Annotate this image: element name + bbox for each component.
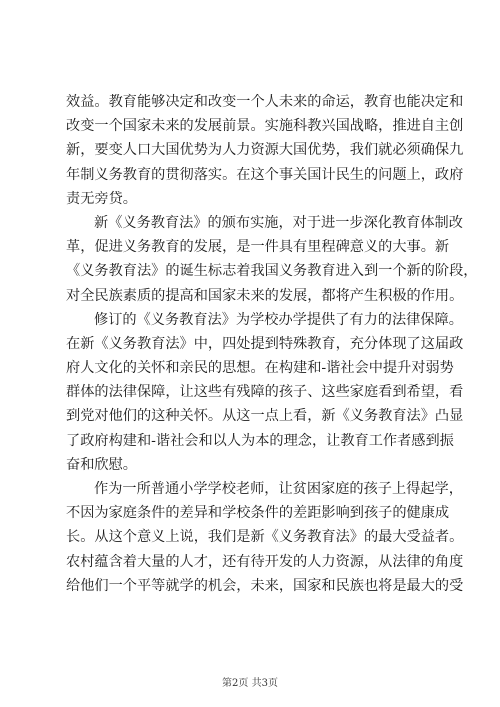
paragraph-3-line: 奋和欣慰。 [66, 456, 137, 473]
paragraph-3-line: 了政府构建和-谐社会和以人为本的理念，让教育工作者感到振 [66, 432, 454, 449]
paragraph-4-line: 农村蕴含着大量的人才，还有待开发的人力资源，从法律的角度 [66, 553, 464, 570]
paragraph-4-line: 作为一所普通小学学校老师，让贫困家庭的孩子上得起学， [94, 481, 463, 497]
paragraph-3-line: 修订的《义务教育法》为学校办学提供了有力的法律保障。 [94, 311, 463, 328]
paragraph-2-line: 《义务教育法》的诞生标志着我国义务教育进入到一个新的阶段， [66, 263, 478, 280]
paragraph-2-line: 对全民族素质的提高和国家未来的发展，都将产生积极的作用。 [66, 287, 464, 304]
paragraph-4-line: 不因为家庭条件的差异和学校条件的差距影响到孩子的健康成 [66, 505, 450, 522]
paragraph-1-line: 效益。教育能够决定和改变一个人未来的命运，教育也能决定和 [66, 94, 464, 110]
paragraph-4-line: 给他们一个平等就学的机会，未来，国家和民族也将是最大的受 [66, 577, 464, 594]
paragraph-3-line: 群体的法律保障，让这些有残障的孩子、这些家庭看到希望，看 [66, 384, 464, 401]
document-body [66, 90, 478, 598]
paragraph-2-line: 革，促进义务教育的发展，是一件具有里程碑意义的大事。新 [66, 239, 450, 256]
paragraph-1-line: 责无旁贷。 [66, 190, 137, 207]
paragraph-1-line: 改变一个国家未来的发展前景。实施科教兴国战略，推进自主创 [66, 118, 464, 135]
paragraph-3-line: 府人文化的关怀和亲民的思想。在构建和-谐社会中提升对弱势 [66, 360, 454, 377]
paragraph-1-line: 年制义务教育的贯彻落实。在这个事关国计民生的问题上，政府 [66, 166, 464, 183]
paragraph-1-line: 新，要变人口大国优势为人力资源大国优势，我们就必须确保九 [66, 142, 464, 159]
page-footer: 第2页 共3页 [222, 678, 278, 689]
paragraph-3-line: 在新《义务教育法》中，四处提到特殊教育，充分体现了这届政 [66, 335, 464, 352]
paragraph-3-line: 到党对他们的这种关怀。从这一点上看，新《义务教育法》凸显 [66, 408, 464, 425]
paragraph-2-line: 新《义务教育法》的颁布实施，对于进一步深化教育体制改 [94, 214, 463, 231]
paragraph-4-line: 长。从这个意义上说，我们是新《义务教育法》的最大受益者。 [66, 529, 464, 546]
